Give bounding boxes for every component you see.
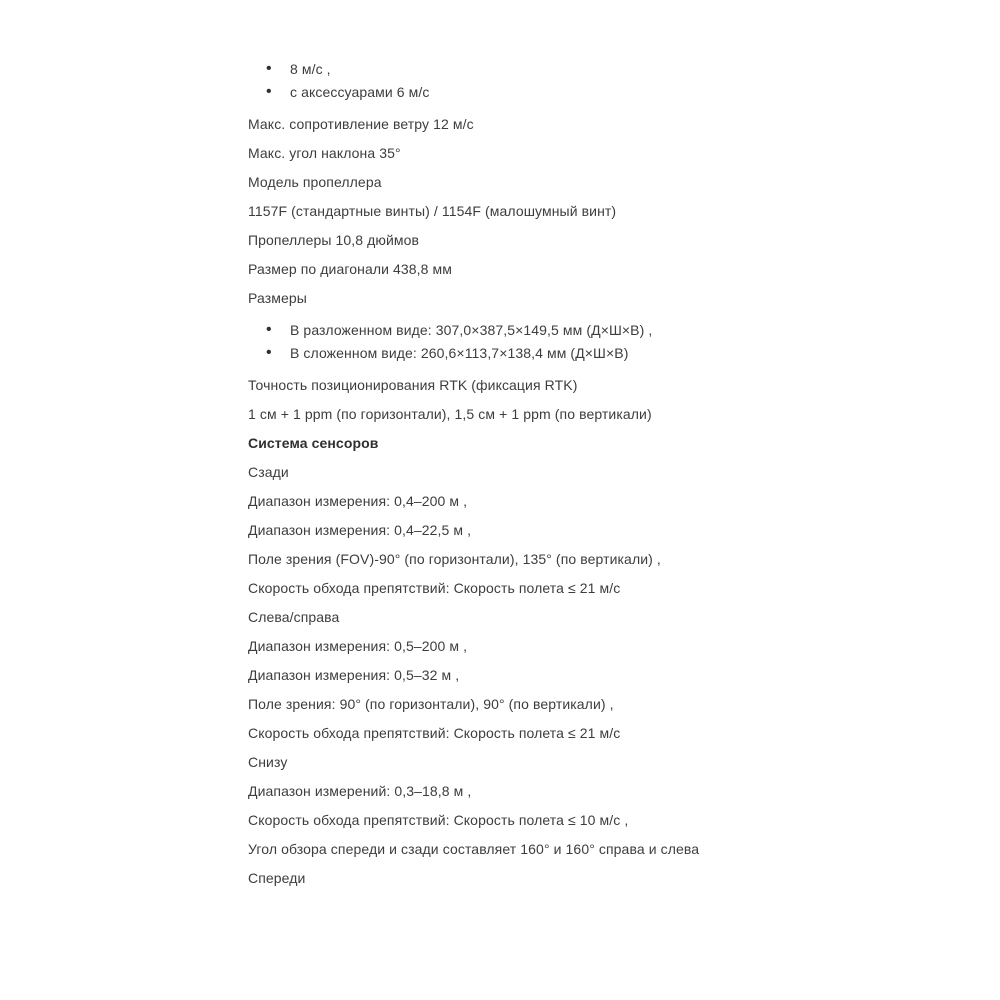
spec-line: Спереди [248, 870, 306, 886]
spec-line: 1157F (стандартные винты) / 1154F (малошумный винт) [248, 203, 617, 219]
spec-line: Диапазон измерения: 0,5–32 м , [248, 667, 460, 683]
section-heading: Система сенсоров [248, 435, 379, 451]
spec-line: Размеры [248, 290, 307, 306]
bullet-item: • 8 м/с , [248, 58, 868, 81]
bullet-item: • В сложенном виде: 260,6×113,7×138,4 мм (Д×Ш×В) [248, 342, 868, 365]
spec-line: Макс. сопротивление ветру 12 м/с [248, 116, 474, 132]
spec-line: Поле зрения (FOV)-90° (по горизонтали), 135° (по вертикали) , [248, 551, 661, 567]
spec-line: Диапазон измерения: 0,4–200 м , [248, 493, 468, 509]
spec-line: Угол обзора спереди и сзади составляет 160° и 160° справа и слева [248, 841, 700, 857]
spec-line: Диапазон измерения: 0,5–200 м , [248, 638, 468, 654]
spec-line: Макс. угол наклона 35° [248, 145, 401, 161]
spec-line: Точность позиционирования RTK (фиксация RTK) [248, 377, 578, 393]
spec-line: Снизу [248, 754, 288, 770]
spec-line: Поле зрения: 90° (по горизонтали), 90° (по вертикали) , [248, 696, 614, 712]
spec-line: Размер по диагонали 438,8 мм [248, 261, 452, 277]
spec-line: Слева/справа [248, 609, 340, 625]
spec-line: Скорость обхода препятствий: Скорость полета ≤ 21 м/с [248, 580, 621, 596]
spec-text-content [248, 58, 868, 899]
spec-line: Скорость обхода препятствий: Скорость полета ≤ 21 м/с [248, 725, 621, 741]
bullet-item: • В разложенном виде: 307,0×387,5×149,5 мм (Д×Ш×В) , [248, 319, 868, 342]
spec-line: Диапазон измерений: 0,3–18,8 м , [248, 783, 472, 799]
spec-line: Сзади [248, 464, 289, 480]
bullet-list [248, 58, 868, 103]
spec-line: 1 см + 1 ppm (по горизонтали), 1,5 см + 1 ppm (по вертикали) [248, 406, 652, 422]
bullet-item: • с аксессуарами 6 м/с [248, 81, 868, 104]
spec-line: Пропеллеры 10,8 дюймов [248, 232, 420, 248]
spec-line: Диапазон измерения: 0,4–22,5 м , [248, 522, 472, 538]
spec-line: Скорость обхода препятствий: Скорость полета ≤ 10 м/с , [248, 812, 629, 828]
spec-line: Модель пропеллера [248, 174, 382, 190]
bullet-list [248, 319, 868, 364]
